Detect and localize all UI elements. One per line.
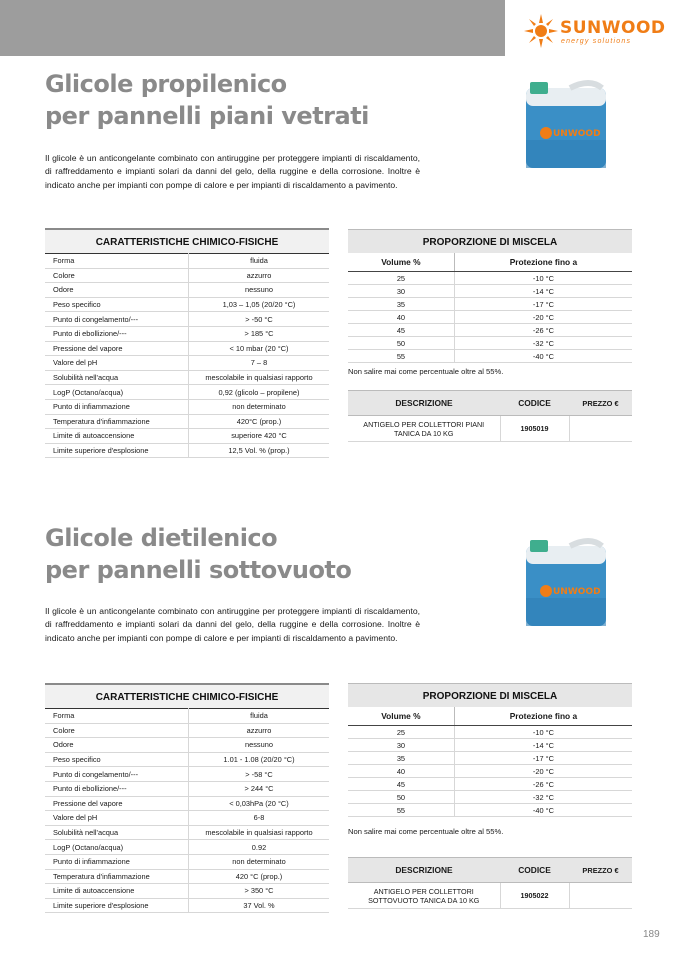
mix-protection: -17 °C: [454, 752, 632, 765]
mix-protection: -26 °C: [454, 778, 632, 791]
property-name: Punto di infiammazione: [45, 399, 189, 414]
property-row: [45, 429, 329, 444]
property-value: > -58 °C: [189, 767, 330, 782]
col-description: DESCRIZIONE: [348, 858, 500, 883]
mix-protection: -17 °C: [454, 298, 632, 311]
mix-volume: 40: [348, 311, 454, 324]
property-name: Forma: [45, 709, 189, 724]
header-bar: [0, 0, 505, 56]
col-code: CODICE: [500, 391, 569, 416]
properties-table: [45, 228, 329, 458]
property-row: [45, 254, 329, 269]
mix-volume: 25: [348, 726, 454, 739]
property-value: < 10 mbar (20 °C): [189, 341, 330, 356]
property-name: Valore del pH: [45, 356, 189, 371]
coolant-canister-image: [520, 78, 610, 170]
mix-note: Non salire mai come percentuale oltre al 55%.: [348, 827, 504, 836]
property-row: [45, 898, 329, 913]
mix-row: [348, 285, 632, 298]
property-name: LogP (Octano/acqua): [45, 385, 189, 400]
product-code: 1905019: [500, 416, 569, 442]
product-code: 1905022: [500, 883, 569, 909]
title-line-2: per pannelli piani vetrati: [45, 102, 369, 130]
mix-row: [348, 272, 632, 285]
sun-logo-icon: [524, 14, 558, 48]
mix-volume: 50: [348, 337, 454, 350]
mix-row: [348, 752, 632, 765]
svg-text:UNWOOD: UNWOOD: [553, 129, 601, 139]
property-value: mescolabile in qualsiasi rapporto: [189, 370, 330, 385]
property-row: [45, 326, 329, 341]
mix-volume: 40: [348, 765, 454, 778]
property-value: non determinato: [189, 854, 330, 869]
property-value: < 0,03hPa (20 °C): [189, 796, 330, 811]
property-value: > 350 °C: [189, 884, 330, 899]
property-value: > 244 °C: [189, 781, 330, 796]
mix-volume: 35: [348, 298, 454, 311]
title-line-1: Glicole dietilenico: [45, 524, 278, 552]
mix-protection: -10 °C: [454, 272, 632, 285]
product-price[interactable]: [569, 883, 632, 909]
mix-col-volume: Volume %: [348, 253, 454, 272]
product-order-table: [348, 857, 632, 909]
property-row: [45, 884, 329, 899]
mix-row: [348, 337, 632, 350]
property-value: 12,5 Vol. % (prop.): [189, 443, 330, 458]
property-name: Solubilità nell'acqua: [45, 825, 189, 840]
property-name: Odore: [45, 738, 189, 753]
mix-protection: -10 °C: [454, 726, 632, 739]
property-name: Valore del pH: [45, 811, 189, 826]
property-name: Odore: [45, 283, 189, 298]
property-row: [45, 825, 329, 840]
section-description: Il glicole è un anticongelante combinato con antiruggine per proteggere impianti di riscaldamento, di raffreddamento e impianti solari da danni del gelo, della ruggine e della corrosione. Inoltre è indicato anche per impianti con pompe di calore e per impianti di riscaldamento a pavimento.: [45, 153, 420, 190]
property-name: Limite di autoaccensione: [45, 429, 189, 444]
property-row: [45, 297, 329, 312]
mix-row: [348, 298, 632, 311]
col-price: PREZZO €: [569, 391, 632, 416]
property-row: [45, 781, 329, 796]
mix-protection: -26 °C: [454, 324, 632, 337]
property-name: Forma: [45, 254, 189, 269]
mix-protection: -40 °C: [454, 350, 632, 363]
property-value: azzurro: [189, 268, 330, 283]
mix-protection: -14 °C: [454, 739, 632, 752]
property-value: superiore 420 °C: [189, 429, 330, 444]
property-row: [45, 341, 329, 356]
property-value: azzurro: [189, 723, 330, 738]
mix-volume: 45: [348, 324, 454, 337]
property-value: nessuno: [189, 283, 330, 298]
property-name: Colore: [45, 268, 189, 283]
property-name: Punto di infiammazione: [45, 854, 189, 869]
property-row: [45, 840, 329, 855]
mix-col-protection: Protezione fino a: [454, 707, 632, 726]
mix-row: [348, 726, 632, 739]
mix-note: Non salire mai come percentuale oltre al 55%.: [348, 367, 504, 376]
properties-header: CARATTERISTICHE CHIMICO-FISICHE: [45, 228, 329, 253]
property-row: [45, 414, 329, 429]
mix-row: [348, 324, 632, 337]
property-row: [45, 709, 329, 724]
mix-rows: [348, 707, 632, 817]
mix-protection: -20 °C: [454, 765, 632, 778]
property-value: 6-8: [189, 811, 330, 826]
mix-header: PROPORZIONE DI MISCELA: [348, 683, 632, 707]
properties-header: CARATTERISTICHE CHIMICO-FISICHE: [45, 683, 329, 708]
mix-volume: 30: [348, 285, 454, 298]
property-row: [45, 399, 329, 414]
mix-row: [348, 350, 632, 363]
property-value: fluida: [189, 709, 330, 724]
property-row: [45, 854, 329, 869]
property-name: LogP (Octano/acqua): [45, 840, 189, 855]
property-value: 37 Vol. %: [189, 898, 330, 913]
product-order-table: [348, 390, 632, 442]
title-line-2: per pannelli sottovuoto: [45, 556, 352, 584]
property-row: [45, 796, 329, 811]
mix-rows: [348, 253, 632, 363]
section-title: [45, 68, 369, 132]
property-row: [45, 385, 329, 400]
property-row: [45, 312, 329, 327]
brand-name: SUNWOOD: [560, 18, 666, 38]
mix-protection: -14 °C: [454, 285, 632, 298]
mix-protection: -20 °C: [454, 311, 632, 324]
mix-volume: 55: [348, 350, 454, 363]
property-row: [45, 723, 329, 738]
product-description: ANTIGELO PER COLLETTORI SOTTOVUOTO TANICA DA 10 KG: [348, 883, 500, 909]
mix-volume: 25: [348, 272, 454, 285]
property-name: Limite superiore d'esplosione: [45, 443, 189, 458]
property-row: [45, 370, 329, 385]
property-name: Punto di ebollizione/---: [45, 326, 189, 341]
property-name: Pressione del vapore: [45, 796, 189, 811]
section-description: Il glicole è un anticongelante combinato con antiruggine per proteggere impianti di riscaldamento, di raffreddamento e impianti solari da danni del gelo, della ruggine e della corrosione. Inoltre è indicato anche per impianti con pompe di calore e per impianti di riscaldamento a pavimento.: [45, 606, 420, 643]
property-name: Punto di congelamento/---: [45, 312, 189, 327]
mix-col-protection: Protezione fino a: [454, 253, 632, 272]
product-price[interactable]: [569, 416, 632, 442]
property-value: 1,03 – 1,05 (20/20 °C): [189, 297, 330, 312]
property-row: [45, 356, 329, 371]
property-name: Pressione del vapore: [45, 341, 189, 356]
property-row: [45, 869, 329, 884]
property-name: Colore: [45, 723, 189, 738]
sunwood-logo: [524, 14, 664, 50]
mix-row: [348, 739, 632, 752]
mix-table: [348, 683, 632, 817]
col-description: DESCRIZIONE: [348, 391, 500, 416]
mix-protection: -32 °C: [454, 791, 632, 804]
properties-table: [45, 683, 329, 913]
mix-volume: 50: [348, 791, 454, 804]
properties-rows: [45, 253, 329, 458]
property-name: Limite di autoaccensione: [45, 884, 189, 899]
property-name: Punto di congelamento/---: [45, 767, 189, 782]
property-row: [45, 443, 329, 458]
mix-row: [348, 778, 632, 791]
mix-volume: 35: [348, 752, 454, 765]
section-title: [45, 522, 351, 586]
title-line-1: Glicole propilenico: [45, 70, 287, 98]
coolant-canister-image: [520, 536, 610, 628]
mix-protection: -40 °C: [454, 804, 632, 817]
col-price: PREZZO €: [569, 858, 632, 883]
property-name: Limite superiore d'esplosione: [45, 898, 189, 913]
mix-row: [348, 791, 632, 804]
property-value: 1.01 - 1.08 (20/20 °C): [189, 752, 330, 767]
property-name: Temperatura d'infiammazione: [45, 414, 189, 429]
mix-header: PROPORZIONE DI MISCELA: [348, 229, 632, 253]
properties-rows: [45, 708, 329, 913]
mix-row: [348, 765, 632, 778]
property-row: [45, 811, 329, 826]
property-name: Solubilità nell'acqua: [45, 370, 189, 385]
property-name: Peso specifico: [45, 752, 189, 767]
mix-volume: 45: [348, 778, 454, 791]
property-value: 0.92: [189, 840, 330, 855]
mix-table: [348, 229, 632, 363]
property-row: [45, 738, 329, 753]
property-value: 420°C (prop.): [189, 414, 330, 429]
property-name: Peso specifico: [45, 297, 189, 312]
svg-text:UNWOOD: UNWOOD: [553, 587, 601, 597]
col-code: CODICE: [500, 858, 569, 883]
mix-protection: -32 °C: [454, 337, 632, 350]
mix-row: [348, 804, 632, 817]
mix-volume: 55: [348, 804, 454, 817]
property-value: > 185 °C: [189, 326, 330, 341]
property-value: fluida: [189, 254, 330, 269]
property-value: non determinato: [189, 399, 330, 414]
property-value: mescolabile in qualsiasi rapporto: [189, 825, 330, 840]
property-row: [45, 767, 329, 782]
property-name: Punto di ebollizione/---: [45, 781, 189, 796]
mix-volume: 30: [348, 739, 454, 752]
property-value: 0,92 (glicolo – propilene): [189, 385, 330, 400]
property-row: [45, 283, 329, 298]
property-value: 420 °C (prop.): [189, 869, 330, 884]
product-description: ANTIGELO PER COLLETTORI PIANI TANICA DA 10 KG: [348, 416, 500, 442]
property-value: 7 – 8: [189, 356, 330, 371]
mix-col-volume: Volume %: [348, 707, 454, 726]
brand-tagline: energy solutions: [561, 38, 632, 45]
property-value: > -50 °C: [189, 312, 330, 327]
property-value: nessuno: [189, 738, 330, 753]
property-row: [45, 268, 329, 283]
property-row: [45, 752, 329, 767]
property-name: Temperatura d'infiammazione: [45, 869, 189, 884]
page-number: 189: [643, 929, 660, 940]
mix-row: [348, 311, 632, 324]
